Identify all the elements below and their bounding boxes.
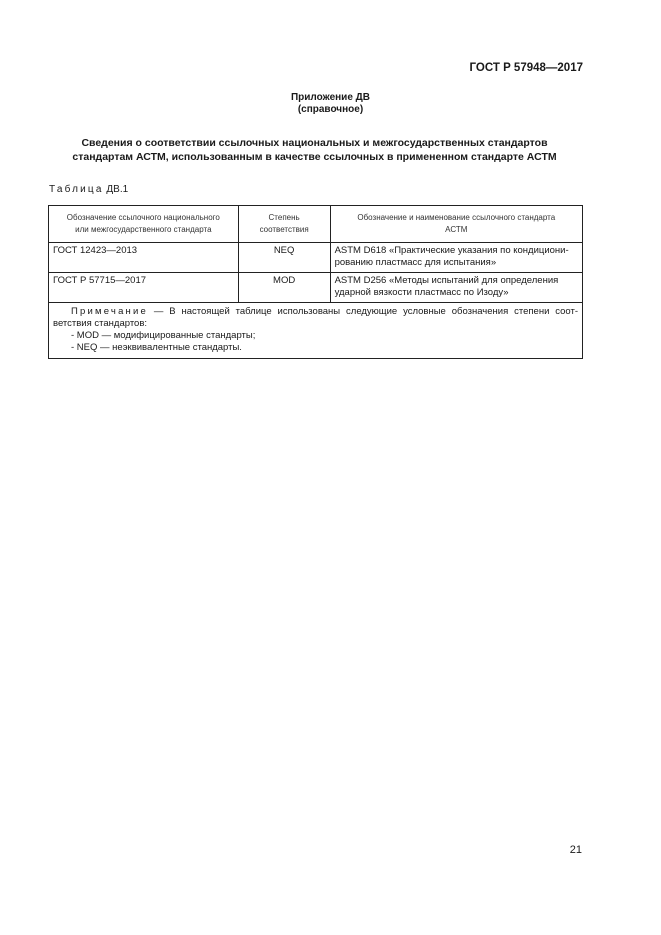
header-standard: Обозначение ссылочного национального или межгосударственного стандарта [49,206,239,243]
note-item-mod: - MOD — модифицированные стандарты; [71,330,256,341]
cell-astm: ASTM D618 «Практические указания по кондициони- рованию пластмасс для испытания» [330,243,582,273]
section-title [0,136,629,164]
section-title-line-1: Сведения о соответствии ссылочных национальных и межгосударственных стандартов [81,137,548,149]
section-title-line-2: стандартам АСТМ, использованным в качестве ссылочных в примененном стандарте АСТМ [72,151,557,163]
note-body: — В настоящей таблице использованы следующие условные обозначения степени соот-ветствия стандартов: [53,306,578,329]
table-header-row [49,206,583,243]
cell-astm: ASTM D256 «Методы испытаний для определения ударной вязкости пластмасс по Изоду» [330,273,582,303]
table-note-row [49,303,583,359]
table-row [49,273,583,303]
cell-degree: NEQ [238,243,330,273]
document-code: ГОСТ Р 57948—2017 [469,62,583,74]
header-degree: Степень соответствия [238,206,330,243]
annex-title: Приложение ДВ [290,92,371,103]
table-note [49,303,583,359]
note-label: Примечание [71,306,148,317]
table-label-number: ДВ.1 [106,184,129,195]
table-label [49,184,128,195]
standards-table [48,205,583,359]
cell-standard: ГОСТ 12423—2013 [49,243,239,273]
note-item-neq: - NEQ — неэквивалентные стандарты. [71,342,242,353]
annex-heading [0,92,661,116]
cell-degree: MOD [238,273,330,303]
cell-standard: ГОСТ Р 57715—2017 [49,273,239,303]
annex-subtitle: (справочное) [297,104,364,115]
header-astm: Обозначение и наименование ссылочного стандарта АСТМ [330,206,582,243]
table-label-word: Таблица [49,184,104,195]
note-text [53,306,578,330]
table-row [49,243,583,273]
page-number: 21 [569,844,582,856]
